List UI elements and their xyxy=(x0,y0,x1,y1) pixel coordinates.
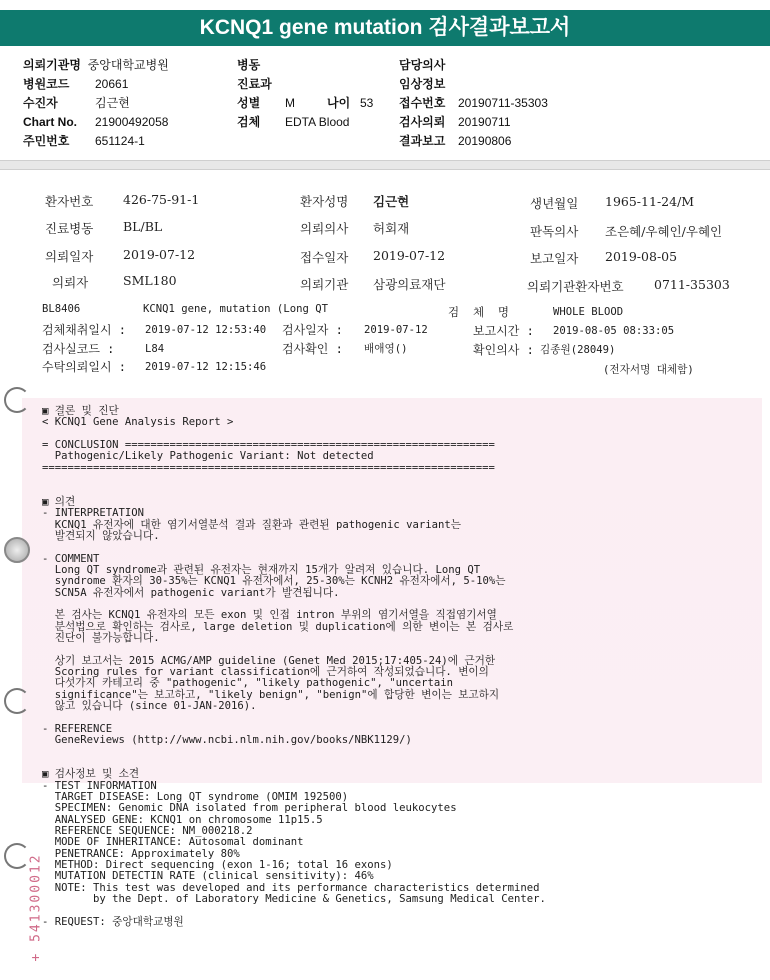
punch-hole-1 xyxy=(4,387,30,413)
section-divider xyxy=(0,160,770,170)
test-code: BL8406 xyxy=(42,303,81,315)
side-serial-number: + 541300012 xyxy=(28,853,44,962)
body-line: < KCNQ1 Gene Analysis Report > xyxy=(42,416,234,429)
report-ward-label: 진료병동 xyxy=(45,221,94,236)
body-line: REFERENCE SEQUENCE: NM_000218.2 xyxy=(42,824,253,837)
report-ward-value: BL/BL xyxy=(123,219,163,234)
body-line: KCNQ1 유전자에 대한 염기서열분석 결과 질환과 관련된 pathogenic variant는 xyxy=(42,518,461,531)
chart-no-value: 21900492058 xyxy=(95,115,169,129)
specimen-value: EDTA Blood xyxy=(285,115,350,129)
confirm-doctor-label: 확인의사 : xyxy=(473,343,534,357)
requester-label: 의뢰자 xyxy=(52,275,89,290)
body-line: by the Dept. of Laboratory Medicine & Genetics, Samsung Medical Center. xyxy=(42,893,546,906)
body-line: = CONCLUSION ========================================================== xyxy=(42,439,495,452)
clinical-info-label: 임상정보 xyxy=(399,77,446,91)
sex-label: 성별 xyxy=(237,96,261,110)
inst-patient-no-value: 0711-35303 xyxy=(654,277,730,292)
esign-note: (전자서명 대체함) xyxy=(603,364,694,376)
patient-no-label: 환자번호 xyxy=(45,194,94,209)
body-line: - TEST INFORMATION xyxy=(42,779,157,792)
punch-hole-2 xyxy=(4,537,30,563)
specimen-label: 검체 xyxy=(237,115,261,129)
resident-no-value: 651124-1 xyxy=(95,134,145,148)
inst-patient-no-label: 의뢰기관환자번호 xyxy=(527,279,624,294)
result-date-value: 20190806 xyxy=(458,134,512,148)
punch-hole-4 xyxy=(4,843,30,869)
header-col1-row3: 수진자 xyxy=(23,96,58,110)
body-line: 분석법으로 확인하는 검사로, large deletion 및 duplication에 의한 변이는 본 검사로 xyxy=(42,620,514,633)
body-line: 본 검사는 KCNQ1 유전자의 모든 exon 및 인접 intron 부위의 염기서열을 직접염기서열 xyxy=(42,609,497,622)
report-title: KCNQ1 gene mutation 검사결과보고서 xyxy=(0,10,770,46)
test-date-value: 2019-07-12 xyxy=(364,324,428,336)
req-date-label: 의뢰일자 xyxy=(45,249,94,264)
receipt-no-label: 접수번호 xyxy=(399,96,446,110)
request-date-label: 검사의뢰 xyxy=(399,115,446,129)
body-line: Pathogenic/Likely Pathogenic Variant: Not detected xyxy=(42,450,374,463)
body-line: - REFERENCE xyxy=(42,722,113,735)
recv-date-value: 2019-07-12 xyxy=(373,248,446,263)
header-col1-row2: 병원코드 xyxy=(23,77,70,91)
body-line: 진단이 불가능합니다. xyxy=(42,632,160,644)
body-line: ▣ 결론 및 진단 xyxy=(42,405,119,417)
report-patient-name-value: 김근현 xyxy=(373,194,410,209)
dept-label: 진료과 xyxy=(237,77,272,91)
report-patient-name-label: 환자성명 xyxy=(300,194,349,209)
body-line: SPECIMEN: Genomic DNA isolated from peripheral blood leukocytes xyxy=(42,802,457,815)
collect-time: 2019-07-12 12:53:40 xyxy=(145,324,267,336)
body-line: METHOD: Direct sequencing (exon 1-16; total 16 exons) xyxy=(42,859,393,871)
req-date-value: 2019-07-12 xyxy=(123,247,196,262)
body-line: TARGET DISEASE: Long QT syndrome (OMIM 192500) xyxy=(42,790,349,803)
body-line: SCN5A 유전자에서 pathogenic variant가 발견됩니다. xyxy=(42,586,340,599)
body-line: 상기 보고서는 2015 ACMG/AMP guideline (Genet Med 2015;17:405-24)에 근거한 xyxy=(42,654,496,667)
report-time-label: 보고시간 : xyxy=(473,324,534,338)
report-date-label: 보고일자 xyxy=(530,251,579,266)
test-specimen-label: 검 체 명 xyxy=(448,305,510,319)
body-line: ANALYSED GENE: KCNQ1 on chromosome 11p15.5 xyxy=(42,813,323,826)
test-name: KCNQ1 gene, mutation (Long QT xyxy=(143,303,328,315)
report-date-value: 2019-08-05 xyxy=(605,249,678,264)
punch-hole-3 xyxy=(4,688,30,714)
body-line: ▣ 의견 xyxy=(42,495,76,508)
header-col1-row1: 의뢰기관명 중앙대학교병원 xyxy=(23,58,169,72)
age-label: 나이 xyxy=(327,96,351,110)
institution-value: 삼광의료재단 xyxy=(373,277,446,292)
collect-label: 검체채취일시 : xyxy=(42,323,127,337)
sex-value: M xyxy=(285,96,295,110)
body-line: significance"는 보고하고, "likely benign", "benign"에 합당한 변이는 보고하지 xyxy=(42,688,500,701)
body-line: GeneReviews (http://www.ncbi.nlm.nih.gov/books/NBK1129/) xyxy=(42,734,412,747)
dob-label: 생년월일 xyxy=(530,196,579,211)
body-line: Long QT syndrome과 관련된 유전자는 현재까지 15개가 알려져 있습니다. Long QT xyxy=(42,563,481,576)
report-time-value: 2019-08-05 08:33:05 xyxy=(553,325,675,337)
confirm-label: 검사확인 : xyxy=(282,342,343,356)
body-line: NOTE: This test was developed and its performance characteristics determined xyxy=(42,881,540,894)
test-specimen-value: WHOLE BLOOD xyxy=(553,306,624,318)
header-col1-row5: 주민번호 xyxy=(23,134,70,148)
patient-name-value: 김근현 xyxy=(95,96,130,110)
result-date-label: 결과보고 xyxy=(399,134,446,148)
body-line: 발견되지 않았습니다. xyxy=(42,529,160,542)
body-line: ▣ 검사정보 및 소견 xyxy=(42,768,140,781)
body-line: - COMMENT xyxy=(42,552,100,565)
ward-label: 병동 xyxy=(237,58,261,72)
body-line: syndrome 환자의 30-35%는 KCNQ1 유전자에서, 25-30%는 KCNH2 유전자에서, 5-10%는 xyxy=(42,575,506,588)
consign-label: 수탁의뢰일시 : xyxy=(42,360,127,374)
body-line: 않고 있습니다 (since 01-JAN-2016). xyxy=(42,700,257,713)
report-doctor-label: 의뢰의사 xyxy=(300,221,349,236)
request-date-value: 20190711 xyxy=(458,115,511,129)
body-line: MUTATION DETECTIN RATE (clinical sensitivity): 46% xyxy=(42,870,374,883)
patient-no-value: 426-75-91-1 xyxy=(123,192,200,207)
header-col1-row4: Chart No. xyxy=(23,115,77,129)
consign-time: 2019-07-12 12:15:46 xyxy=(145,361,267,373)
confirm-value: 배애영() xyxy=(364,343,408,355)
body-line: Scoring rules for variant classification에 근거하여 작성되었습니다. 변이의 xyxy=(42,666,489,679)
institution-label: 의뢰기관 xyxy=(300,277,349,292)
body-line: PENETRANCE: Approximately 80% xyxy=(42,847,240,860)
room-code-value: L84 xyxy=(145,343,165,355)
receipt-no-value: 20190711-35303 xyxy=(458,96,548,110)
doctor-label: 담당의사 xyxy=(399,58,446,72)
dob-value: 1965-11-24/M xyxy=(605,194,695,209)
age-value: 53 xyxy=(360,96,374,110)
body-line: MODE OF INHERITANCE: Autosomal dominant xyxy=(42,836,304,849)
room-code-label: 검사실코드 : xyxy=(42,342,115,356)
body-line: - REQUEST: 중앙대학교병원 xyxy=(42,915,184,928)
recv-date-label: 접수일자 xyxy=(300,250,349,265)
body-line: ======================================================================= xyxy=(42,461,495,474)
report-doctor-value: 허회재 xyxy=(373,221,410,236)
body-line: - INTERPRETATION xyxy=(42,507,145,520)
reader-label: 판독의사 xyxy=(530,224,579,239)
confirm-doctor-value: 김종원(28049) xyxy=(540,344,616,356)
body-line: 다섯가지 카테고리 중 "pathogenic", "likely pathogenic", "uncertain xyxy=(42,677,454,690)
test-date-label: 검사일자 : xyxy=(282,323,343,337)
reader-value: 조은혜/우혜인/우혜인 xyxy=(605,224,723,239)
requester-value: SML180 xyxy=(123,273,177,288)
hospital-code-value: 20661 xyxy=(95,77,129,91)
